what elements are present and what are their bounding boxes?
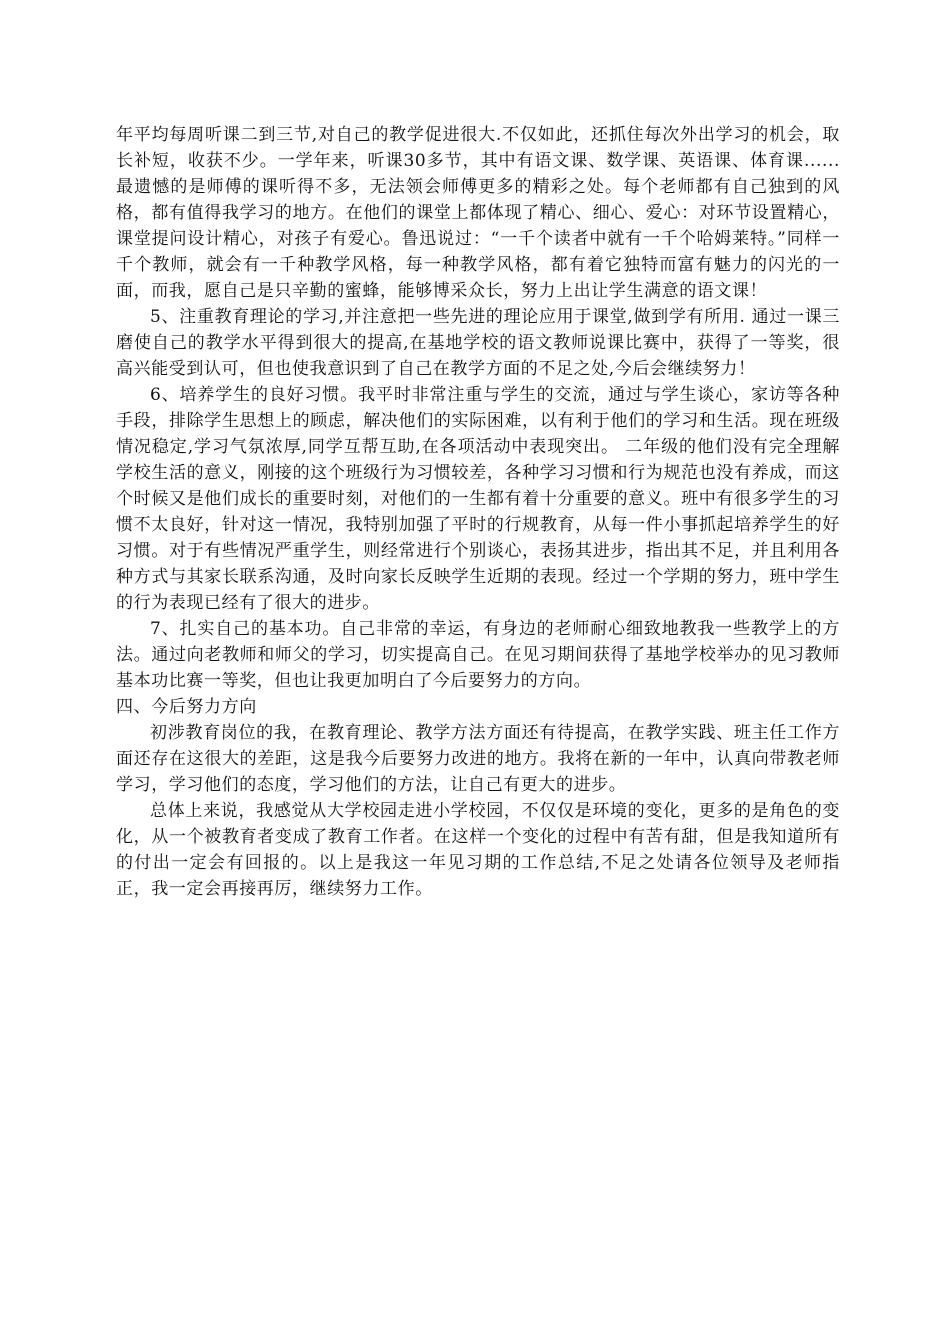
paragraph-future-direction: 初涉教育岗位的我，在教育理论、教学方法方面还有待提高，在教学实践、班主任工作方面还存在这很大的差距，这是我今后要努力改进的地方。我将在新的一年中，认真向带教老师学习，学习他们的态度，学习他们的方法，让自己有更大的进步。 [116,723,840,795]
document-body [116,122,840,902]
paragraph-item-5: 5、注重教育理论的学习,并注意把一些先进的理论应用于课堂,做到学有所用. 通过一课三磨使自己的教学水平得到很大的提高,在基地学校的语文教师说课比赛中，获得了一等奖，很高兴能受到认可，但也使我意识到了自己在教学方面的不足之处,今后会继续努力！ [116,307,840,379]
paragraph-listening-lessons: 年平均每周听课二到三节,对自己的教学促进很大.不仅如此，还抓住每次外出学习的机会，取长补短，收获不少。一学年来，听课30多节，其中有语文课、数学课、英语课、体育课......最遗憾的是师傅的课听得不多，无法领会师傅更多的精彩之处。每个老师都有自己独到的风格，都有值得我学习的地方。在他们的课堂上都体现了精心、细心、爱心：对环节设置精心，课堂提问设计精心，对孩子有爱心。鲁迅说过：“一千个读者中就有一千个哈姆莱特。”同样一千个教师，就会有一千种教学风格，每一种教学风格，都有着它独特而富有魅力的闪光的一面，而我，愿自己是只辛勤的蜜蜂，能够博采众长，努力上出让学生满意的语文课！ [116,125,840,301]
paragraph-item-7: 7、扎实自己的基本功。自己非常的幸运，有身边的老师耐心细致地教我一些教学上的方法。通过向老教师和师父的学习，切实提高自己。在见习期间获得了基地学校举办的见习教师基本功比赛一等奖，但也让我更加明白了今后要努力的方向。 [116,619,840,691]
section-heading: 四、今后努力方向 [116,697,257,717]
paragraph-summary: 总体上来说，我感觉从大学校园走进小学校园，不仅仅是环境的变化，更多的是角色的变化，从一个被教育者变成了教育工作者。在这样一个变化的过程中有苦有甜，但是我知道所有的付出一定会有回报的。以上是我这一年见习期的工作总结,不足之处请各位领导及老师指正，我一定会再接再厉，继续努力工作。 [116,801,840,899]
paragraph-item-6: 6、培养学生的良好习惯。我平时非常注重与学生的交流，通过与学生谈心，家访等各种手段，排除学生思想上的顾虑，解决他们的实际困难，以有利于他们的学习和生活。现在班级情况稳定,学习气氛浓厚,同学互帮互助,在各项活动中表现突出。 二年级的他们没有完全理解学校生活的意义，刚接的这个班级行为习惯较差，各种学习习惯和行为规范也没有养成，而这个时候又是他们成长的重要时刻，对他们的一生都有着十分重要的意义。班中有很多学生的习惯不太良好，针对这一情况，我特别加强了平时的行规教育，从每一件小事抓起培养学生的好习惯。对于有些情况严重学生，则经常进行个别谈心，表扬其进步，指出其不足，并且利用各种方式与其家长联系沟通，及时向家长反映学生近期的表现。经过一个学期的努力，班中学生的行为表现已经有了很大的进步。 [116,385,840,613]
